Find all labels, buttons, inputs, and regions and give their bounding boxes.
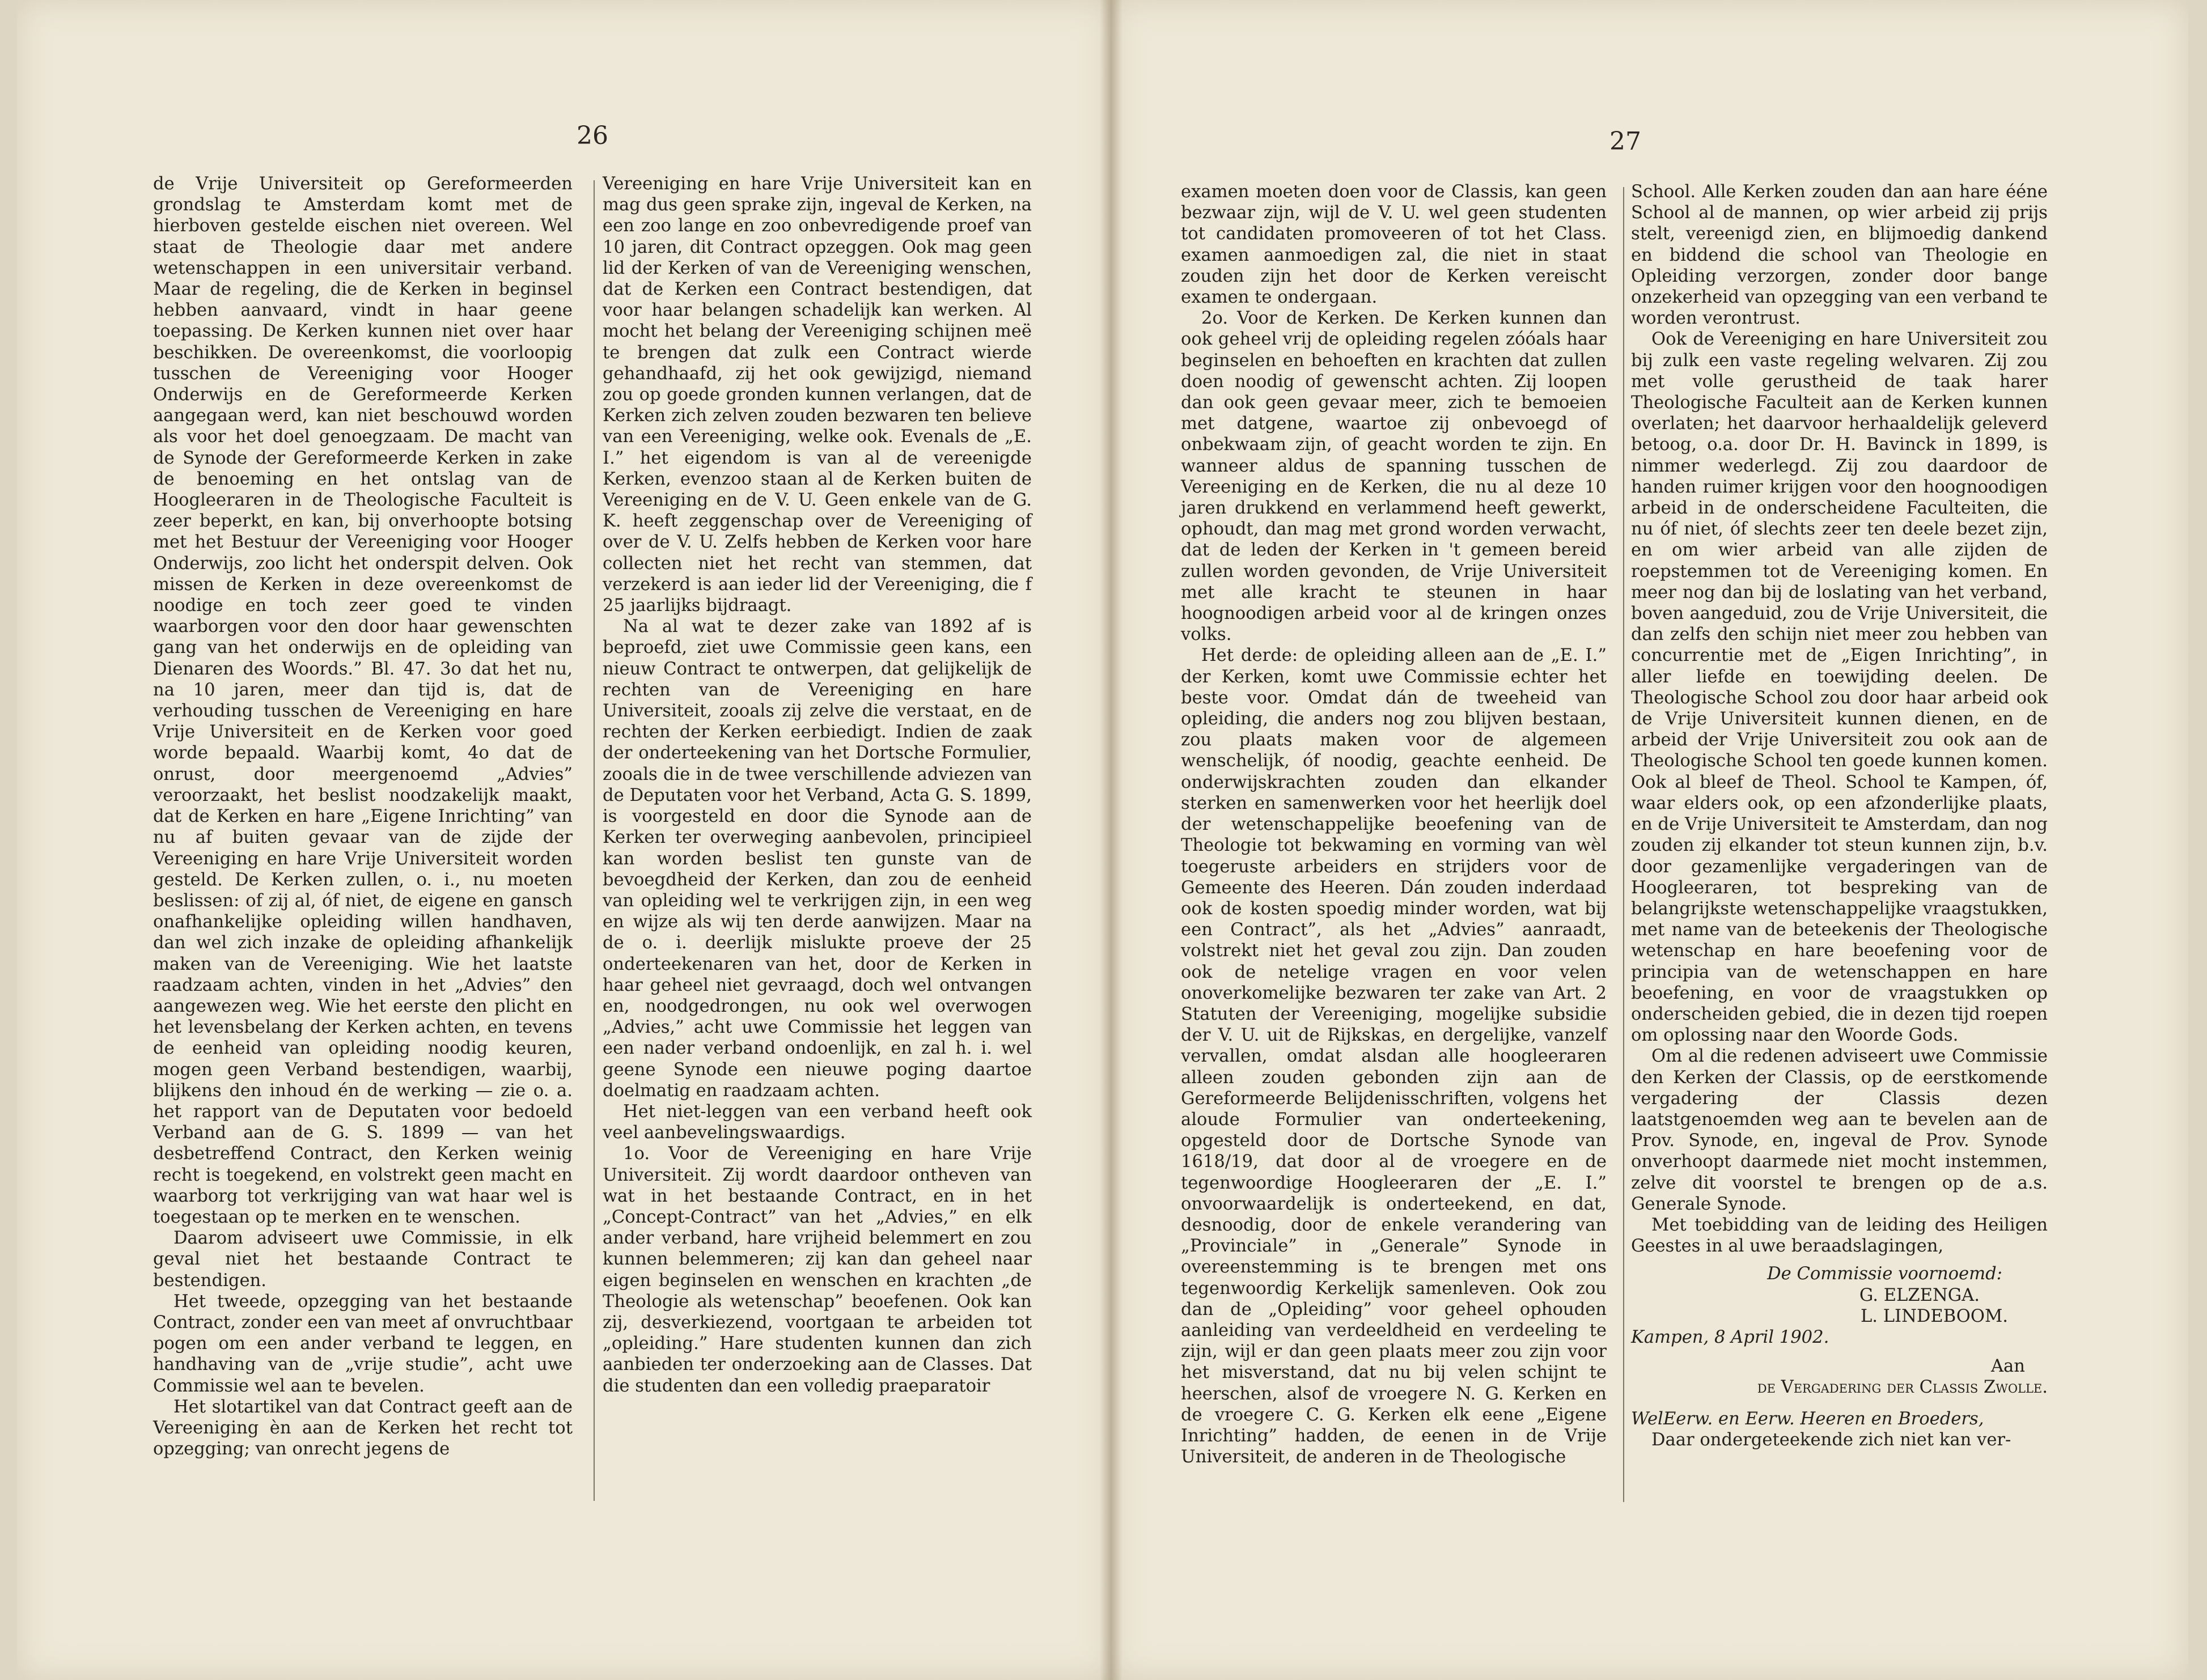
addressee-line: de Vergadering der Classis Zwolle. xyxy=(1757,1377,2048,1398)
signature-block xyxy=(1631,1263,2048,1450)
page-number-right: 27 xyxy=(1609,127,1641,156)
page-number-left: 26 xyxy=(577,121,608,150)
right-page-column-2 xyxy=(1631,181,2048,1450)
paragraph: Het niet-leggen van een verband heeft ook veel aanbevelingswaardigs. xyxy=(603,1101,1032,1143)
left-page-column-2 xyxy=(603,173,1032,1397)
paragraph: de Vrije Universiteit op Gereformeerden grondslag te Amsterdam komt met de hierboven gestelde eischen niet overeen. Wel staat de Theologie daar met andere wetenschappen in een universitair verband. Maar de regeling, die de Kerken in beginsel hebben aanvaard, vindt in haar geene toepassing. De Kerken kunnen niet over haar beschikken. De overeenkomst, die voorloopig tusschen de Vereeniging voor Hooger Onderwijs en de Gereformeerde Kerken aangegaan werd, kan niet beschouwd worden als voor het doel genoegzaam. De macht van de Synode der Gereformeerde Kerken in zake de benoeming en het ontslag van de Hoogleeraren in de Theologische Faculteit is zeer beperkt, en kan, bij onverhoopte botsing met het Bestuur der Vereeniging voor Hooger Onderwijs, zoo licht het onderspit delven. Ook missen de Kerken in deze overeenkomst de noodige en toch zeer goed te vinden waarborgen voor den door haar gewenschten gang van het onderwijs en de opleiding van Dienaren des Woords.” Bl. 47. 3o dat het nu, na 10 jaren, meer dan tijd is, dat de verhouding tusschen de Vereeniging en hare Vrije Universiteit en de Kerken voor goed worde bepaald. Waarbij komt, 4o dat de onrust, door meergenoemd „Advies” veroorzaakt, het beslist noodzakelijk maakt, dat de Kerken en hare „Eigene Inrichting” van nu af buiten gevaar van de zijde der Vereeniging en hare Vrije Universiteit worden gesteld. De Kerken zullen, o. i., nu moeten beslissen: of zij al, óf niet, de eigene en gansch onafhankelijke opleiding willen handhaven, dan wel zich inzake de opleiding afhankelijk maken van de Vereeniging. Wie het laatste raadzaam achten, vinden in het „Advies” den aangewezen weg. Wie het eerste den plicht en het levensbelang der Kerken achten, en tevens de eenheid van opleiding noodig keuren, mogen geen Verband bestendigen, waarbij, blijkens den inhoud én de werking — zie o. a. het rapport van de Deputaten voor bedoeld Verband aan de G. S. 1899 — van het desbetreffend Contract, den Kerken weinig recht is toegekend, en volstrekt geen macht en waarborg tot verkrijging van wat haar wel is toegestaan op te merken en te wenschen. xyxy=(153,174,573,1227)
signature-intro: De Commissie voornoemd: xyxy=(1767,1264,2002,1284)
column-rule xyxy=(594,180,595,1501)
closing-line: Daar ondergeteekende zich niet kan ver- xyxy=(1651,1429,2011,1450)
paragraph: Na al wat te dezer zake van 1892 af is beproefd, ziet uwe Commissie geen kans, een nieuw Contract te ontwerpen, dat gelijkelijk de rechten van de Vereeniging en hare Universiteit, zooals zij zelve die verstaat, en de rechten der Kerken eerbiedigt. Indien de zaak der onderteekening van het Dortsche Formulier, zooals die in de twee verschillende adviezen van de Deputaten voor het Verband, Acta G. S. 1899, is voorgesteld en door die Synode aan de Kerken ter overweging aanbevolen, principieel kan worden beslist ten gunste van de bevoegdheid der Kerken, dan zou de eenheid van opleiding wel te verkrijgen zijn, in een weg en wijze als wij ten derde aanwijzen. Maar na de o. i. deerlijk mislukte proeve der 25 onderteekenaren van het, door de Kerken in haar geheel niet gevraagd, doch wel ontvangen en, noodgedrongen, nu ook wel overwogen „Advies,” acht uwe Commissie het leggen van een nader verband ondoenlijk, en zal h. i. wel geene Synode een nieuwe poging daartoe doelmatig en raadzaam achten. xyxy=(603,617,1032,1101)
paragraph: Ook de Vereeniging en hare Universiteit zou bij zulk een vaste regeling welvaren. Zij zou met volle gerustheid de taak harer Theologische Faculteit aan de Kerken kunnen overlaten; het daarvoor herhaaldelijk geleverd betoog, o.a. door Dr. H. Bavinck in 1899, is nimmer wederlegd. Zij zou daardoor de handen ruimer krijgen voor den hoognoodigen arbeid in de onderscheidene Faculteiten, die nu óf niet, óf slechts zeer ten deele bezet zijn, en om wier arbeid van alle zijden de roepstemmen tot de Vereeniging komen. En meer nog dan bij de loslating van het verband, boven aangeduid, zou de Vrije Universiteit, die dan zelfs den schijn niet meer zou hebben van concurrentie met de „Eigen Inrichting”, in aller liefde en toewijding deelen. De Theologische School zou door haar arbeid ook de Vrije Universiteit kunnen dienen, en de arbeid der Vrije Universiteit zou ook aan de Theologische School ten goede kunnen komen. Ook al bleef de Theol. School te Kampen, óf, waar elders ook, op een afzonderlijke plaats, en de Vrije Universiteit te Amsterdam, dan nog zouden zij elkander tot steun kunnen zijn, b.v. door gezamenlijke vergaderingen van de Hoogleeraren, tot bespreking van de belangrijkste wetenschappelijke vraagstukken, met name van de beteekenis der Theologische wetenschap en hare beoefening voor de principia van de wetenschappen en hare beoefening, en voor de vraagstukken op onderscheiden gebied, die in dezen tijd roepen om oplossing naar den Woorde Gods. xyxy=(1631,329,2048,1046)
left-page-column-1 xyxy=(153,173,573,1460)
paragraph: 1o. Voor de Vereeniging en hare Vrije Universiteit. Zij wordt daardoor ontheven van wat in het bestaande Contract, en in het „Concept-Contract” van het „Advies,” en elk ander verband, hare vrijheid belemmert en zou kunnen belemmeren; zij kan dan geheel naar eigen beginselen en wenschen en krachten „de Theologie als wetenschap” beoefenen. Ook kan zij, desverkiezend, voortgaan te arbeiden tot „opleiding.” Hare studenten kunnen dan zich aanbieden ter onderzoeking aan de Classes. Dat die studenten dan een volledig praeparatoir xyxy=(603,1144,1032,1396)
right-page-column-1 xyxy=(1181,181,1607,1467)
paragraph: Het derde: de opleiding alleen aan de „E. I.” der Kerken, komt uwe Commissie echter het beste voor. Omdat dán de tweeheid van opleiding, die anders nog zou blijven bestaan, zou plaats maken voor de algemeen wenschelijk, óf noodig, geachte eenheid. De onderwijskrachten zouden dan elkander sterken en samenwerken voor het heerlijk doel der wetenschappelijke beoefening van de Theologie tot bekwaming en vorming van wèl toegeruste arbeiders en strijders voor de Gemeente des Heeren. Dán zouden inderdaad ook de kosten spoedig minder worden, wat bij een Contract”, als het „Advies” aanraadt, volstrekt niet het geval zou zijn. Dan zouden ook de netelige vragen en voor velen onoverkomelijke bezwaren ter zake van Art. 2 Statuten der Vereeniging, mogelijke subsidie der V. U. uit de Rijkskas, en dergelijke, vanzelf vervallen, omdat alsdan alle hoogleeraren alleen zouden gebonden zijn aan de Gereformeerde Belijdenisschriften, volgens het aloude Formulier van onderteekening, opgesteld door de Dortsche Synode van 1618/19, dat door al de vroegere en de tegenwoordige Hoogleeraren der „E. I.” onvoorwaardelijk is onderteekend, en dat, desnoodig, door de enkele verandering van „Provinciale” in „Generale” Synode in overeenstemming is te brengen met ons tegenwoordig Kerkelijk samenleven. Ook zou dan de „Opleiding” voor geheel ophouden aanleiding van verdeeldheid en verdeeling te zijn, wijl er dan geen plaats meer zou zijn voor het misverstand, dat nu bij velen schijnt te heerschen, alsof de vroegere N. G. Kerken en de vroegere C. G. Kerken elk eene „Eigene Inrichting” hadden, de eenen in de Vrije Universiteit, de anderen in de Theologische xyxy=(1181,646,1607,1467)
paragraph: 2o. Voor de Kerken. De Kerken kunnen dan ook geheel vrij de opleiding regelen zóóals haar beginselen en behoeften en krachten dat zullen doen noodig of gewenscht achten. Zij loopen dan ook geen gevaar meer, zich te bemoeien met datgene, waartoe zij onbevoegd of onbekwaam zijn, of geacht worden te zijn. En wanneer aldus de spanning tusschen de Vereeniging en de Kerken, die nu al deze 10 jaren drukkend en verlammend heeft gewerkt, ophoudt, dan mag met grond worden verwacht, dat de leden der Kerken in 't gemeen bereid zullen worden gevonden, de Vrije Universiteit met alle kracht te steunen in haar hoognoodigen arbeid voor al de kringen onzes volks. xyxy=(1181,308,1607,645)
paragraph: Vereeniging en hare Vrije Universiteit kan en mag dus geen sprake zijn, ingeval de Kerken, na een zoo lange en zoo onbevredigende proef van 10 jaren, dit Contract opzeggen. Ook mag geen lid der Kerken of van de Vereeniging wenschen, dat de Kerken een Contract bestendigen, dat voor haar belangen schadelijk kan werken. Al mocht het belang der Vereeniging schijnen meë te brengen dat zulk een Contract wierde gehandhaafd, zij het ook gewijzigd, niemand zou op goede gronden kunnen verlangen, dat de Kerken zich zelven zouden bezwaren ten believe van een Vereeniging, welke ook. Evenals de „E. I.” het eigendom is van al de vereenigde Kerken, evenzoo staan al de Kerken buiten de Vereeniging en de V. U. Geen enkele van de G. K. heeft zeggenschap over de Vereeniging of over de V. U. Zelfs hebben de Kerken voor hare collecten niet het recht van stemmen, dat verzekerd is aan ieder lid der Vereeniging, die f 25 jaarlijks bijdraagt. xyxy=(603,174,1032,616)
addressee-line: Aan xyxy=(1990,1356,2025,1377)
paragraph: examen moeten doen voor de Classis, kan geen bezwaar zijn, wijl de V. U. wel geen studenten tot candidaten promoveeren of tot het Class. examen aanmoedigen zal, die niet in staat zouden zijn het door de Kerken vereischt examen te ondergaan. xyxy=(1181,182,1607,308)
paragraph: Met toebidding van de leiding des Heiligen Geestes in al uwe beraadslagingen, xyxy=(1631,1215,2048,1257)
book-gutter xyxy=(1100,0,1122,1680)
paragraph: School. Alle Kerken zouden dan aan hare ééne School al de mannen, op wier arbeid zij prijs stelt, vereenigd zien, en blijmoedig dankend en biddend die school van Theologie en Opleiding verzorgen, zonder door bange onzekerheid van opzegging van een verband te worden verontrust. xyxy=(1631,182,2048,329)
place-date: Kampen, 8 April 1902. xyxy=(1631,1327,1829,1347)
paragraph: Het tweede, opzegging van het bestaande Contract, zonder een van meet af onvruchtbaar pogen om een ander verband te leggen, en handhaving van de „vrije studie”, acht uwe Commissie wel aan te bevelen. xyxy=(153,1291,573,1396)
signatory-name: G. ELZENGA. xyxy=(1859,1285,1980,1305)
salutation: WelEerw. en Eerw. Heeren en Broeders, xyxy=(1631,1409,1984,1429)
column-rule xyxy=(1623,187,1624,1502)
paragraph: Daarom adviseert uwe Commissie, in elk geval niet het bestaande Contract te bestendigen. xyxy=(153,1228,573,1291)
paragraph: Het slotartikel van dat Contract geeft aan de Vereeniging èn aan de Kerken het recht tot opzegging; van onrecht jegens de xyxy=(153,1397,573,1460)
paragraph: Om al die redenen adviseert uwe Commissie den Kerken der Classis, op de eerstkomende vergadering der Classis dezen laatstgenoemden weg aan te bevelen aan de Prov. Synode, en, ingeval de Prov. Synode onverhoopt daarmede niet mocht instemmen, zelve dit voorstel te brengen op de a.s. Generale Synode. xyxy=(1631,1046,2048,1214)
signatory-name: L. LINDEBOOM. xyxy=(1860,1306,2008,1326)
